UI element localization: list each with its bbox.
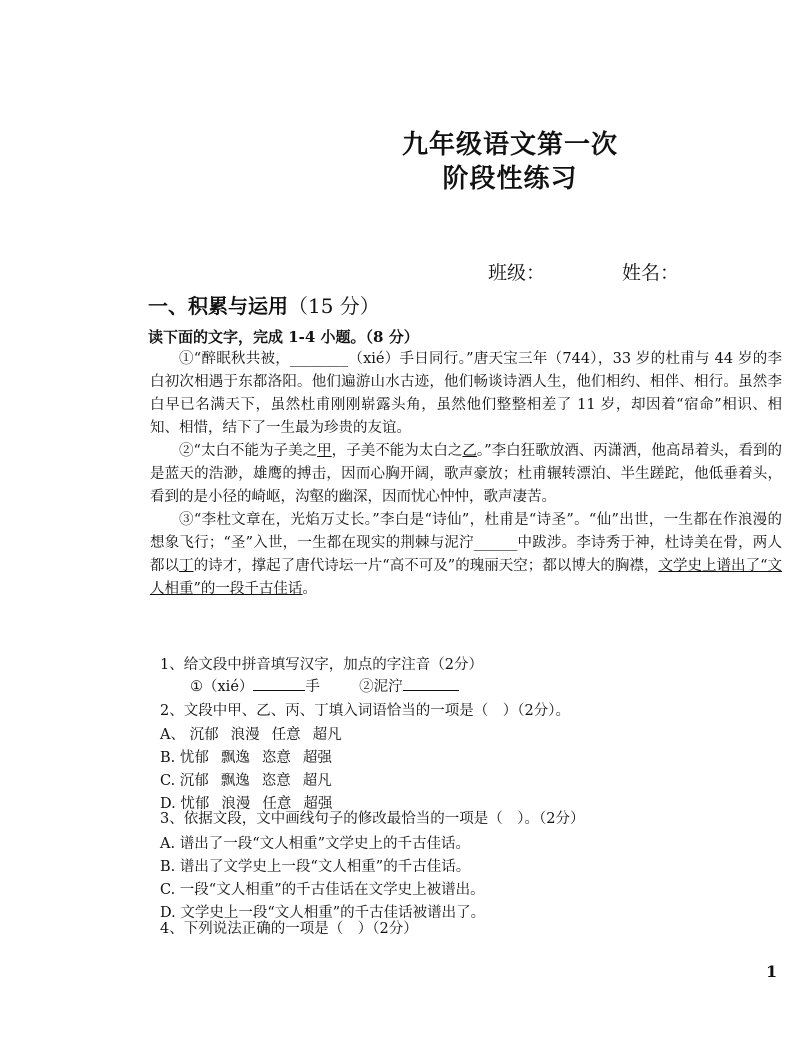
option-word: 浪漫: [230, 727, 260, 743]
option-word: 超凡: [302, 773, 332, 789]
class-label: 班级：: [488, 262, 546, 284]
q1-answer-blank-b[interactable]: [403, 676, 459, 691]
question-4: 4、下列说法正确的一项是（ ）（2分）: [160, 921, 418, 937]
option-label: B.: [160, 750, 176, 766]
p3-text-c: 的诗才，撑起了唐代诗坛一片“高不可及”的瑰丽天空；都以博大的胸襟，: [193, 558, 659, 574]
section-title: [148, 290, 380, 319]
blank-ding: 丁: [179, 558, 194, 574]
q3-option-d[interactable]: D. 文学史上一段“文人相重”的千古佳话被谱出了。: [160, 905, 486, 921]
option-word: 超凡: [312, 727, 342, 743]
q2-option-b[interactable]: [160, 746, 344, 767]
name-label: 姓名：: [622, 262, 680, 284]
option-word: 任意: [262, 796, 292, 812]
q1-sub-a: ①（xié）: [190, 679, 254, 695]
section-instruction: 读下面的文字，完成 1-4 小题。（8 分）: [148, 328, 419, 346]
passage: [150, 348, 782, 601]
passage-paragraph-3: [150, 509, 782, 601]
option-word: 超强: [303, 796, 333, 812]
p3-text-a: ③“李杜文章在，光焰万丈长。”李白是“诗仙”，杜甫是“诗圣”。“仙”出世，一生都在作浪漫的想象飞行；“圣”入世，一生都在现实的荆棘与泥泞: [150, 512, 782, 551]
option-word: 恣意: [261, 773, 291, 789]
p2-text-b: ，子美不能为太白之: [331, 443, 463, 459]
option-word: 飘逸: [220, 773, 250, 789]
q3-option-a[interactable]: A. 谱出了一段“文人相重”文学史上的千古佳话。: [160, 836, 471, 852]
page-number: 1: [766, 962, 778, 981]
option-word: 忧郁: [180, 796, 210, 812]
option-label: A、: [160, 727, 185, 743]
option-word: 浪漫: [221, 796, 251, 812]
q3-option-c[interactable]: C. 一段“文人相重”的千古佳话在文学史上被谱出。: [160, 882, 485, 898]
q2-option-c[interactable]: [160, 769, 344, 790]
section-title-text: 一、积累与运用: [148, 294, 288, 318]
underlined-sentence: 文学史上谱出了“文人相重”的一段千古佳话: [150, 558, 783, 597]
option-word: 恣意: [261, 750, 291, 766]
passage-paragraph-1: [150, 348, 782, 440]
blank-yi: 乙: [462, 443, 477, 459]
title-line-2: 阶段性练习: [442, 164, 578, 194]
q3-option-b[interactable]: B. 谱出了文学史上一段“文人相重”的千古佳话。: [160, 859, 471, 875]
p2-text-c: 。”李白狂歌放酒、丙潇洒，他高昂着头，看到的是蓝天的浩渺，雄鹰的搏击，因而心胸开阔，歌声豪放；杜甫辗转漂泊、半生蹉跎，他低垂着头，看到的是小径的崎岖，沟壑的幽深，因而忧心忡忡，歌声凄苦。: [150, 443, 783, 505]
q1-sub-a-tail: 手: [305, 679, 320, 695]
p3-text-b: 中跋涉。李诗秀于神，杜诗美在骨，两人都以: [150, 535, 783, 574]
option-label: D.: [160, 796, 176, 812]
p3-end: 。: [302, 581, 317, 597]
option-word: 忧郁: [179, 750, 209, 766]
option-label: C.: [160, 773, 176, 789]
question-1: 1、给文段中拼音填写汉字，加点的字注音（2分）: [160, 657, 483, 673]
p1-text-b: （xié）手日同行。”唐天宝三年（744），33 岁的杜甫与 44 岁的李白初次相遇于东都洛阳。他们遍游山水古迹，他们畅谈诗酒人生，他们相约、相伴、相行。虽然李白早已名满天下，虽然杜甫刚刚崭露头角，虽然他们整整相差了 11 岁，却因着“宿命”相识、相知、相惜，结下了一生最为珍贵的友谊。: [150, 351, 782, 436]
p3-blank: ______: [473, 535, 518, 551]
p1-text-a: ①“醉眠秋共被，: [179, 351, 291, 367]
question-3: 3、依据文段，文中画线句子的修改最恰当的一项是（ ）。（2分）: [160, 811, 585, 827]
p1-blank: ________: [290, 351, 349, 367]
q1-sub-b: ②泥泞: [359, 679, 403, 695]
option-word: 沉郁: [189, 727, 219, 743]
blank-jia: 甲: [317, 443, 332, 459]
question-1-subitems: [190, 676, 459, 698]
title-line-1: 九年级语文第一次: [401, 130, 618, 160]
option-word: 沉郁: [179, 773, 209, 789]
question-2: 2、文段中甲、乙、丙、丁填入词语恰当的一项是（ ）（2分）。: [160, 703, 570, 719]
q1-answer-blank-a[interactable]: [253, 676, 305, 691]
q2-option-a[interactable]: [160, 723, 354, 744]
p2-text-a: ②“太白不能为子美之: [179, 443, 318, 459]
section-score: （15 分）: [288, 294, 380, 318]
option-word: 飘逸: [220, 750, 250, 766]
passage-paragraph-2: [150, 440, 782, 509]
option-word: 任意: [271, 727, 301, 743]
exam-title: [380, 128, 640, 196]
option-word: 超强: [302, 750, 332, 766]
